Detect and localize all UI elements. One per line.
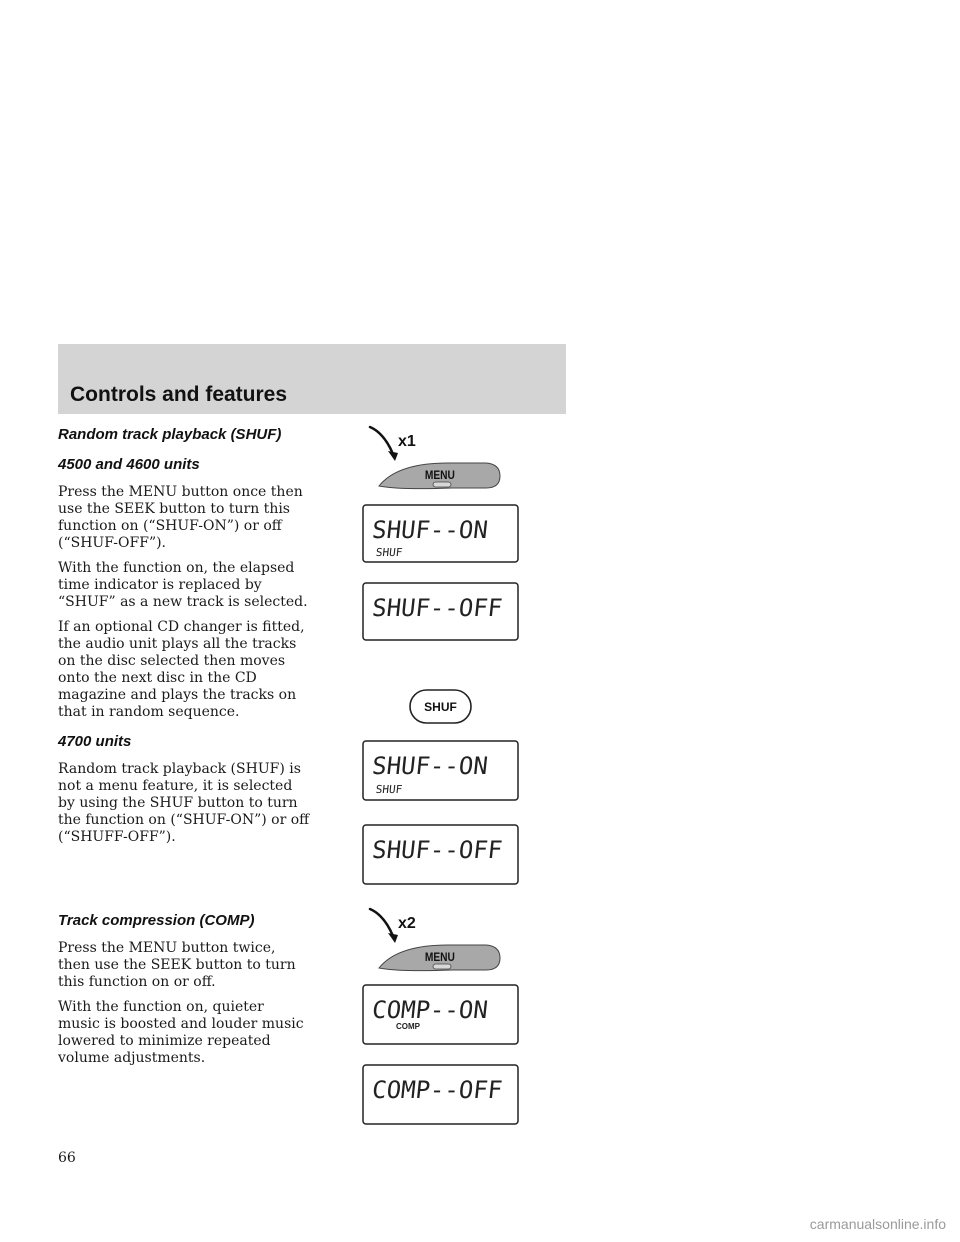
display-text-shuf-on-2: SHUF--ON: [370, 752, 490, 780]
menu-button-label: MENU: [424, 469, 455, 483]
comp-section: [58, 912, 310, 1067]
shuf-section: [58, 426, 310, 846]
shuf-subheading-4500: 4500 and 4600 units: [58, 456, 200, 473]
menu-button-led-icon: [433, 964, 451, 969]
menu-press-once-illustration: [360, 424, 510, 496]
shuf-paragraph-2: With the function on, the elapsed time indicator is replaced by “SHUF” as a new track is selected.: [58, 560, 308, 610]
display-shuf-on-1: [362, 504, 520, 564]
press-count-once: x1: [398, 433, 416, 450]
menu-button-led-icon: [433, 482, 451, 487]
indicator-comp: COMP: [396, 1022, 420, 1031]
shuf-paragraph-3: If an optional CD changer is fitted, the audio unit plays all the tracks on the disc selected then moves onto the next disc in the CD magazine and plays the tracks on that in random sequence.: [58, 619, 305, 720]
display-shuf-on-2: [362, 740, 520, 802]
shuf-subheading-4700: 4700 units: [58, 733, 132, 750]
page-number: 66: [58, 1150, 76, 1166]
display-comp-off: [362, 1064, 520, 1126]
watermark: carmanualsonline.info: [809, 1216, 946, 1232]
shuf-heading: Random track playback (SHUF): [58, 426, 282, 443]
comp-heading: Track compression (COMP): [58, 912, 255, 929]
section-header: [58, 344, 566, 414]
display-text-shuf-off: SHUF--OFF: [370, 594, 504, 622]
comp-paragraph-1: Press the MENU button twice, then use the SEEK button to turn this function on or off.: [58, 940, 296, 990]
display-shuf-off-1: [362, 582, 520, 642]
shuf-paragraph-1: Press the MENU button once then use the SEEK button to turn this function on (“SHUF-ON”) or off (“SHUF-OFF”).: [58, 484, 303, 551]
display-text-shuf-on: SHUF--ON: [370, 516, 490, 544]
display-text-comp-on: COMP--ON: [370, 996, 490, 1024]
display-text-comp-off: COMP--OFF: [370, 1076, 504, 1104]
indicator-shuf-1: SHUF: [375, 546, 404, 559]
display-shuf-off-2: [362, 824, 520, 886]
press-count-twice: x2: [398, 915, 416, 932]
menu-press-twice-illustration: [360, 906, 510, 978]
menu-button-label-2: MENU: [424, 951, 455, 965]
display-text-shuf-off-2: SHUF--OFF: [370, 836, 504, 864]
shuf-paragraph-4: Random track playback (SHUF) is not a menu feature, it is selected by using the SHUF button to turn the function on (“SHUF-ON”) or off (“SHUFF-OFF”).: [58, 761, 310, 845]
shuf-button-illustration: [408, 688, 474, 726]
section-title: Controls and features: [70, 383, 288, 406]
indicator-shuf-2: SHUF: [375, 783, 403, 796]
comp-paragraph-2: With the function on, quieter music is boosted and louder music lowered to minimize repeated volume adjustments.: [58, 999, 304, 1066]
shuf-button-label: SHUF: [424, 700, 457, 714]
display-comp-on: [362, 984, 520, 1046]
